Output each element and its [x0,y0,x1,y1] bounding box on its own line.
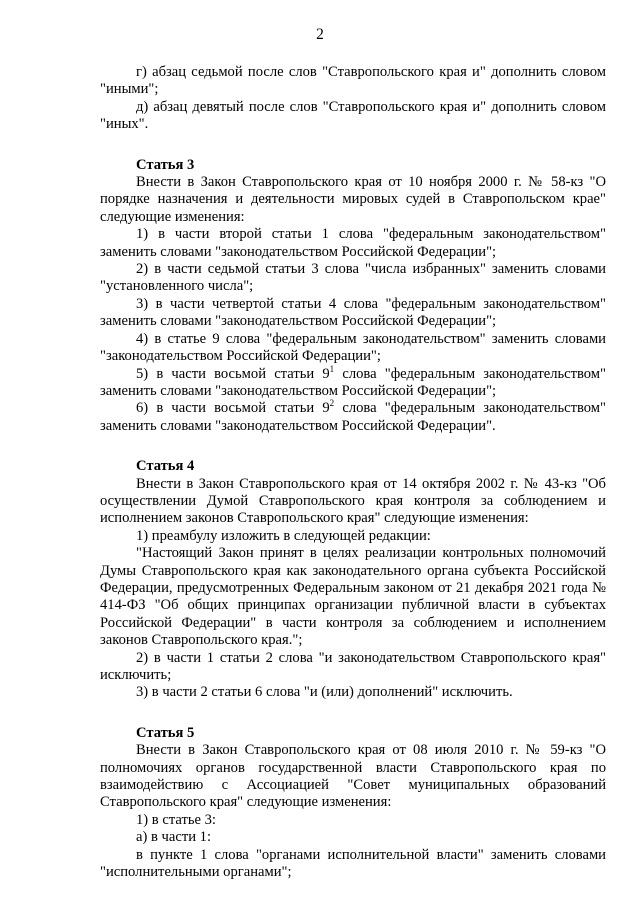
text-fragment: слова "федеральным законодательством" заменить словами "законодательством Российской Федерации". [100,400,606,434]
article-3-paragraph: 2) в части седьмой статьи 3 слова "числа избранных" заменить словами "установленного числа"; [100,261,606,295]
article-3-paragraph: Внести в Закон Ставропольского края от 10 ноября 2000 г. № 58-кз "О порядке назначения и деятельности мировых судей в Ставропольском крае" следующие изменения: [100,174,606,225]
article-3-paragraph [100,400,606,435]
article-5-paragraph: Внести в Закон Ставропольского края от 08 июля 2010 г. № 59-кз "О полномочиях органов государственной власти Ставропольского края по взаимодействию с Ассоциацией "Совет муниципальных образований Ставропольского края" следующие изменения: [100,742,606,811]
article-5-title: Статья 5 [136,724,195,741]
article-4-title: Статья 4 [136,458,195,475]
article-3-paragraph: 3) в части четвертой статьи 4 слова "федеральным законодательством" заменить словами "законодательством Российской Федерации"; [100,295,606,330]
superscript: 1 [329,363,335,374]
article-5-paragraph: а) в части 1: [136,829,212,846]
text-fragment: 5) в части восьмой статьи 9 [136,365,330,382]
article-5-paragraph: 1) в статье 3: [136,811,216,828]
article-4-paragraph: "Настоящий Закон принят в целях реализации контрольных полномочий Думы Ставропольского края как законодательного органа субъекта Российской Федерации, предусмотренных Федеральным законом от 21 декабря 2021 года № 414-ФЗ "Об общих принципах организации публичной власти в субъектах Российской Федерации" в части контроля за соблюдением и исполнением законов Ставропольского края."; [100,545,606,649]
page-number: 2 [316,26,324,43]
article-3-paragraph: 1) в части второй статьи 1 слова "федеральным законодательством" заменить словами "законодательством Российской Федерации"; [100,226,606,260]
text-fragment: слова "федеральным законодательством" заменить словами "законодательством Российской Федерации"; [100,365,606,399]
article-3-paragraph [100,363,606,401]
article-3-title: Статья 3 [136,156,195,173]
article-4-paragraph: 1) преамбулу изложить в следующей редакции: [136,527,431,544]
article-4-paragraph: Внести в Закон Ставропольского края от 14 октября 2002 г. № 43-кз "Об осуществлении Думой Ставропольского края контроля за соблюдением и исполнением законов Ставропольского края" следующие изменения: [100,475,606,527]
intro-paragraph-g: г) абзац седьмой после слов "Ставропольского края и" дополнить словом "иными"; [100,64,606,98]
article-3-paragraph: 4) в статье 9 слова "федеральным законодательством" заменить словами "законодательством Российской Федерации"; [100,330,606,365]
intro-paragraph-d: д) абзац девятый после слов "Ставропольского края и" дополнить словом "иных". [100,98,606,133]
superscript: 2 [329,398,335,409]
text-fragment: 6) в части восьмой статьи 9 [136,400,330,417]
article-5-paragraph: в пункте 1 слова "органами исполнительной власти" заменить словами "исполнительными органами"; [100,846,606,881]
article-4-paragraph: 2) в части 1 статьи 2 слова "и законодательством Ставропольского края" исключить; [100,649,606,683]
article-4-paragraph: 3) в части 2 статьи 6 слова "и (или) дополнений" исключить. [136,684,513,701]
document-body [100,64,606,881]
